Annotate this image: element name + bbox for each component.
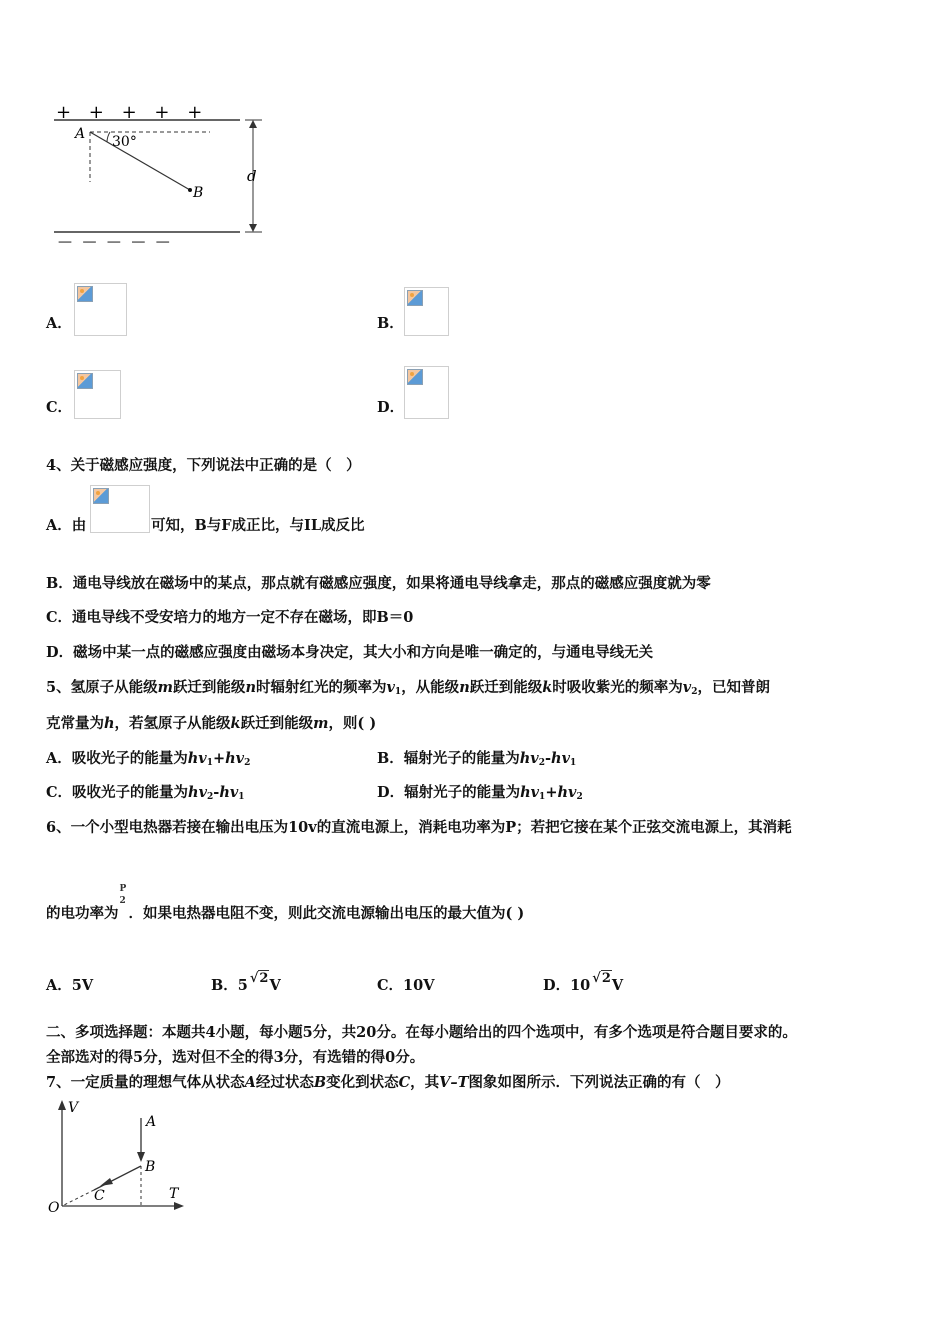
q4-option-a-pre: A．由 bbox=[46, 517, 87, 534]
q6-option-d: D．10 √2V bbox=[543, 971, 624, 994]
origin-label: O bbox=[48, 1200, 60, 1216]
figure-charged-plates bbox=[50, 96, 270, 246]
q3-option-c-image bbox=[74, 370, 121, 419]
q5-option-c: C．吸收光子的能量为$hv_2-hv_1$ bbox=[46, 784, 245, 802]
broken-image-icon bbox=[77, 373, 93, 389]
broken-image-icon bbox=[77, 286, 93, 302]
q5-option-d: D．辐射光子的能量为$hv_1+hv_2$ bbox=[377, 784, 583, 802]
q4-formula-image bbox=[90, 485, 150, 533]
q4-option-d: D．磁场中某一点的磁感应强度由磁场本身决定，其大小和方向是唯一确定的，与通电导线无关 bbox=[46, 644, 654, 661]
q5-stem-line1: 5、氢原子从能级m跃迁到能级n时辐射红光的频率为$v_1$，从能级n跃迁到能级k时吸收紫光的频率为$v_2$，已知普朗 bbox=[46, 679, 770, 697]
q6-option-b: B．5 √2V bbox=[211, 971, 281, 994]
broken-image-icon bbox=[93, 488, 109, 504]
angle-label: 30° bbox=[112, 134, 137, 150]
section2-heading-line2: 全部选对的得5分，选对但不全的得3分，有选错的得0分。 bbox=[46, 1049, 425, 1066]
q6-option-c: C．10V bbox=[377, 977, 435, 994]
q3-option-b-image bbox=[404, 287, 449, 336]
point-a-label: A bbox=[75, 126, 86, 142]
minus-signs: — — — — — bbox=[58, 234, 173, 246]
axis-t-label: T bbox=[169, 1186, 179, 1202]
q3-option-d-label: D． bbox=[377, 399, 405, 416]
p-over-2-fraction: P 2 bbox=[119, 884, 127, 906]
q4-option-c: C．通电导线不受安培力的地方一定不存在磁场，即B＝0 bbox=[46, 609, 414, 626]
q4-option-b: B．通电导线放在磁场中的某点，那点就有磁感应强度，如果将通电导线拿走，那点的磁感应强度就为零 bbox=[46, 575, 711, 592]
state-a-label: A bbox=[146, 1114, 157, 1130]
q5-stem-line2: 克常量为h，若氢原子从能级k跃迁到能级m，则( ) bbox=[46, 715, 377, 732]
q3-option-a-image bbox=[74, 283, 127, 336]
state-b-label: B bbox=[145, 1159, 156, 1175]
section2-heading-line1: 二、多项选择题：本题共4小题，每小题5分，共20分。在每小题给出的四个选项中，有多个选项是符合题目要求的。 bbox=[46, 1024, 797, 1041]
q4-stem: 4、关于磁感应强度，下列说法中正确的是（ ） bbox=[46, 457, 361, 474]
q5-option-a: A．吸收光子的能量为$hv_1+hv_2$ bbox=[46, 750, 251, 768]
q3-option-b-label: B． bbox=[377, 315, 404, 332]
broken-image-icon bbox=[407, 290, 423, 306]
plus-signs: + + + + + bbox=[56, 102, 209, 123]
q3-option-a-label: A． bbox=[46, 315, 72, 332]
axis-v-label: V bbox=[68, 1100, 79, 1116]
point-b-label: B bbox=[193, 185, 204, 201]
q6-stem-line1: 6、一个小型电热器若接在输出电压为10v的直流电源上，消耗电功率为P；若把它接在某个正弦交流电源上，其消耗 bbox=[46, 819, 792, 836]
q5-option-b: B．辐射光子的能量为$hv_2-hv_1$ bbox=[377, 750, 577, 768]
q7-stem: 7、一定质量的理想气体从状态A经过状态B变化到状态C，其V–T图象如图所示．下列说法正确的有（ ） bbox=[46, 1074, 730, 1091]
q3-option-d-image bbox=[404, 366, 449, 419]
figure-vt-graph bbox=[44, 1096, 194, 1221]
q3-option-c-label: C． bbox=[46, 399, 73, 416]
state-c-label: C bbox=[94, 1188, 105, 1204]
q4-option-a-post: 可知，B与F成正比，与IL成反比 bbox=[151, 517, 365, 534]
q6-option-a: A．5V bbox=[46, 977, 94, 994]
distance-label: d bbox=[247, 167, 257, 185]
broken-image-icon bbox=[407, 369, 423, 385]
q6-stem-line2: 的电功率为 P 2 ．如果电热器电阻不变，则此交流电源输出电压的最大值为( ) bbox=[46, 884, 525, 922]
